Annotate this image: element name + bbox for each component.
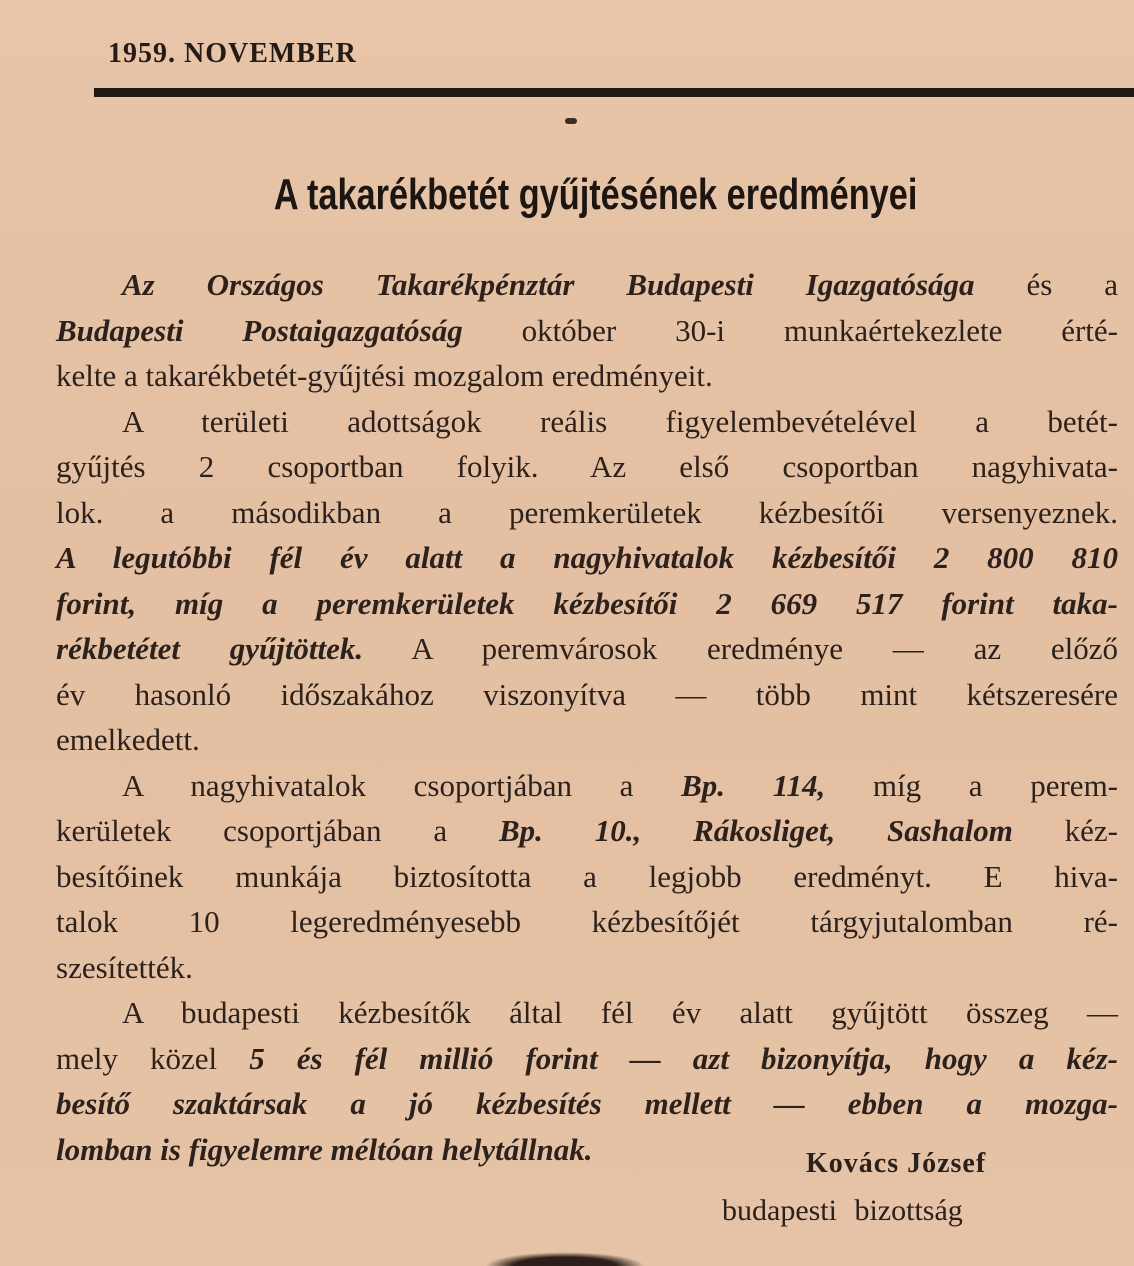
body-text: kelte a takarékbetét-gyűjtési mozgalom eredményeit. [56, 358, 713, 393]
text-line [56, 1081, 1118, 1127]
body-text: mely közel [56, 1040, 250, 1076]
body-text: október 30-i munkaértekezlete érté- [462, 312, 1118, 348]
text-line [56, 262, 1118, 308]
body-text: A területi adottságok reális figyelembevételével a betét- [122, 403, 1118, 439]
text-line [56, 581, 1118, 627]
emphasis-text: forint, míg a peremkerületek kézbesítői 2 669 517 forint taka- [56, 585, 1118, 621]
text-line [56, 808, 1118, 854]
text-line [56, 899, 1118, 945]
body-text: lok. a másodikban a peremkerületek kézbesítői versenyeznek. [56, 494, 1118, 530]
text-line [56, 353, 1118, 399]
body-text: A budapesti kézbesítők által fél év alatt gyűjtött összeg — [122, 995, 1118, 1030]
text-line [56, 990, 1118, 1036]
text-line [56, 626, 1118, 672]
text-line [56, 308, 1118, 354]
article-body [56, 262, 1118, 1172]
body-text: szesítették. [56, 949, 193, 985]
body-text: gyűjtés 2 csoportban folyik. Az első csoportban nagyhivata- [56, 449, 1118, 484]
body-text: A nagyhivatalok csoportjában a [122, 767, 682, 803]
emphasis-text: Az Országos Takarékpénztár Budapesti Igazgatósága [122, 267, 975, 302]
emphasis-text: 5 és fél millió forint — azt bizonyítja, hogy a kéz- [249, 1040, 1118, 1076]
body-text: talok 10 legeredményesebb kézbesítőjét tárgyjutalomban ré- [56, 904, 1118, 939]
emphasis-text: Budapesti Postaigazgatóság [56, 312, 463, 348]
emphasis-text: lomban is figyelemre méltóan helytállnak. [56, 1131, 593, 1167]
text-line [56, 1036, 1118, 1082]
emphasis-text: rékbetétet gyűjtöttek. [56, 631, 364, 666]
text-line [56, 854, 1118, 900]
text-line [56, 672, 1118, 718]
body-text: besítőinek munkája biztosította a legjobb eredményt. E hiva- [56, 858, 1118, 894]
emphasis-text: besítő szaktársak a jó kézbesítés mellett — ebben a mozga- [56, 1086, 1118, 1121]
body-text: kéz- [1012, 813, 1118, 848]
author-name: Kovács József [806, 1148, 987, 1179]
body-text: kerületek csoportjában a [56, 813, 499, 848]
body-text: és a [974, 267, 1118, 302]
article-title: A takarékbetét gyűjtésének eredményei [273, 170, 918, 219]
body-text: A peremvárosok eredménye — az előző [363, 631, 1118, 666]
issue-date: 1959. NOVEMBER [108, 38, 357, 69]
body-text: emelkedett. [56, 722, 200, 757]
body-text: míg a perem- [825, 767, 1119, 803]
print-mark [565, 118, 577, 124]
text-line [56, 535, 1118, 581]
body-text: év hasonló időszakához viszonyítva — több mint kétszeresére [56, 676, 1118, 712]
text-line [56, 490, 1118, 536]
header-rule [94, 88, 1134, 97]
next-article-fragment [485, 1252, 645, 1266]
text-line [56, 399, 1118, 445]
text-line [56, 945, 1118, 991]
emphasis-text: Bp. 114, [681, 767, 826, 803]
author-organization: budapesti bizottság [722, 1194, 963, 1227]
text-line [56, 763, 1118, 809]
emphasis-text: A legutóbbi fél év alatt a nagyhivatalok kézbesítői 2 800 810 [56, 540, 1118, 575]
text-line [56, 717, 1118, 763]
emphasis-text: Bp. 10., Rákosliget, Sashalom [499, 813, 1013, 848]
text-line [56, 444, 1118, 490]
